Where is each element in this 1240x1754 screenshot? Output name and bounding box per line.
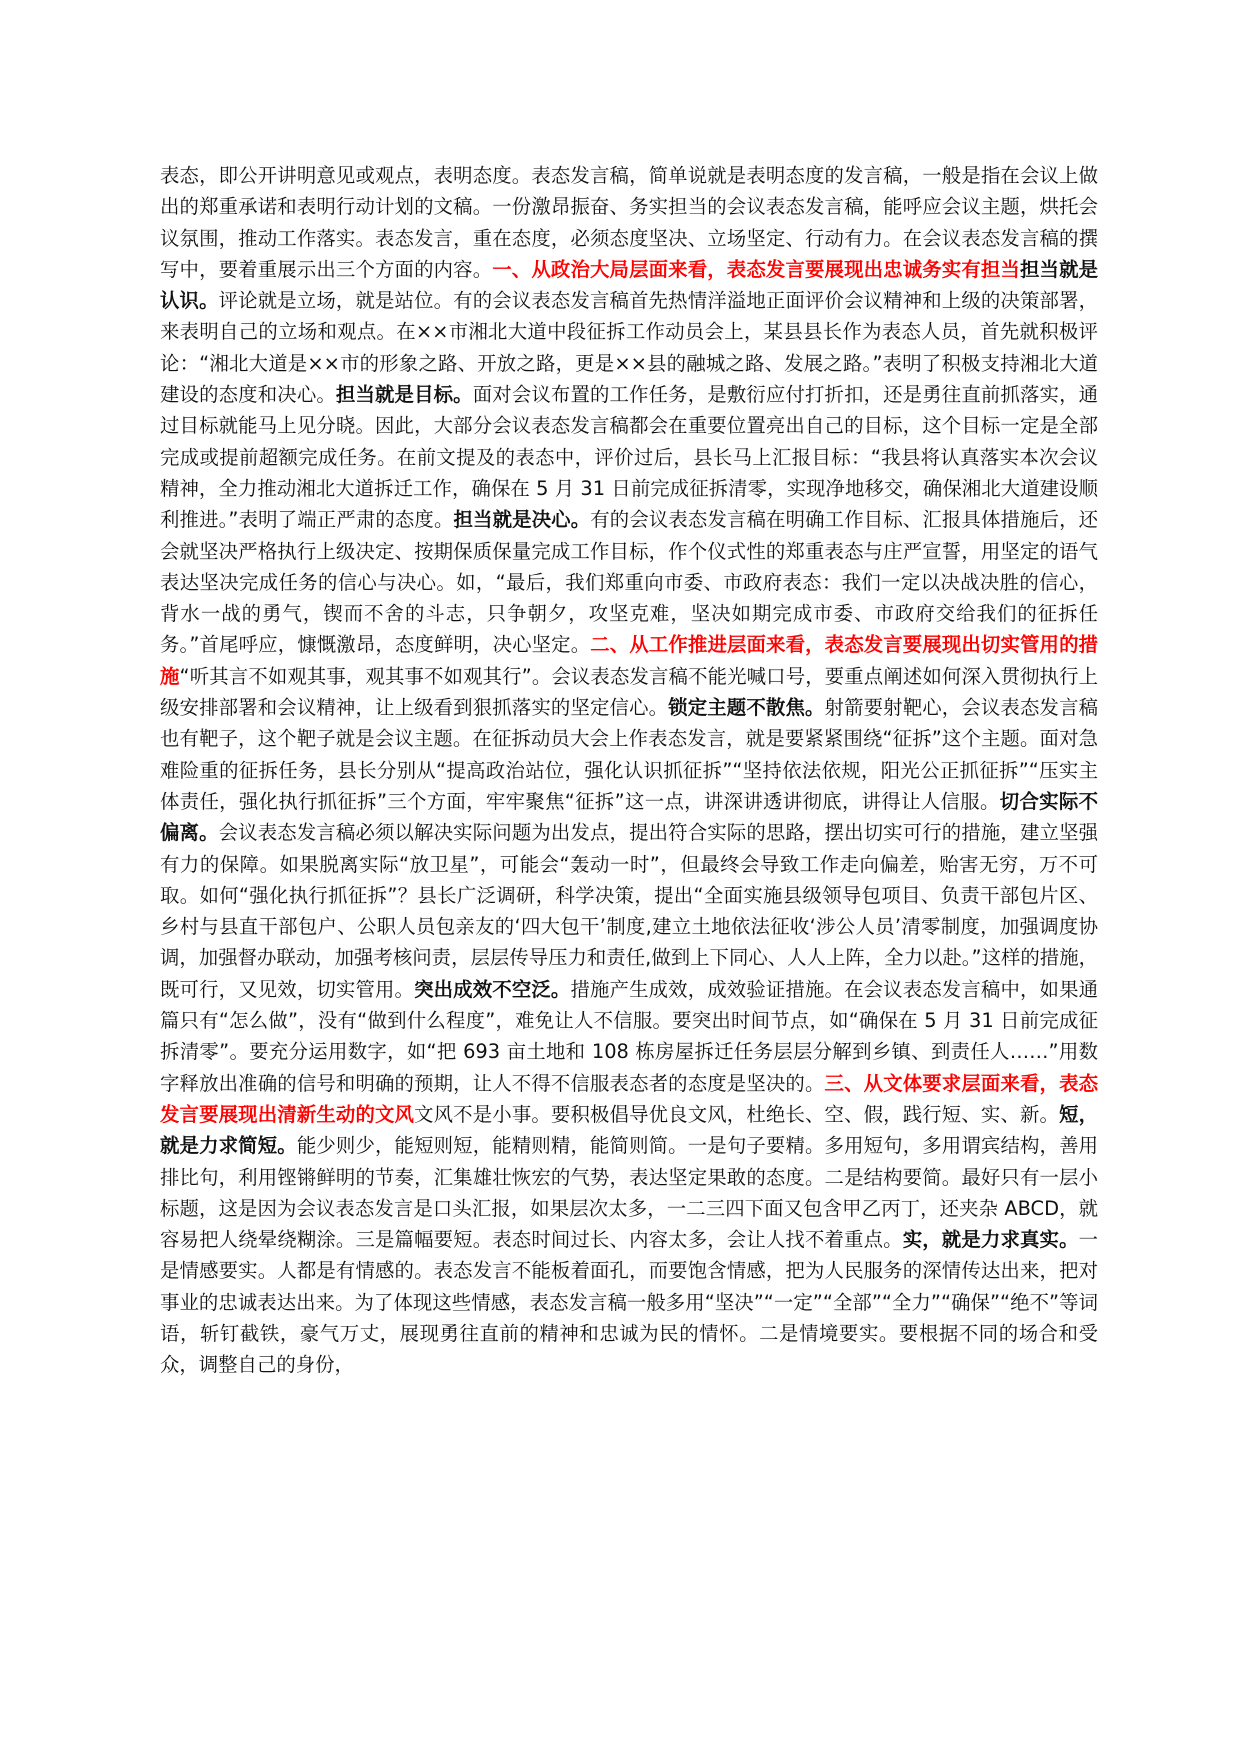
key-point-5: 切合实际不偏离。 [160, 789, 1098, 845]
section-heading-2: 二、从工作推进层面来看，表态发言要展现出切实管用的措施 [160, 633, 1098, 688]
key-point-8: 实，就是力求真实。 [902, 1228, 1079, 1252]
section-heading-3: 三、从文体要求层面来看，表态发言要展现出清新生动的文风 [160, 1071, 1099, 1126]
text-segment: 表态，即公开讲明意见或观点，表明态度。表态发言稿，简单说就是表明态度的发言稿，一般是指在会议上做出的郑重承诺和表明行动计划的文稿。一份激昂振奋、务实担当的会议表态发言稿，能呼应会议主题，烘托会议氛围，推动工作落实。表态发言，重在态度，必须态度坚决、立场坚定、行动有力。在会议表态发言稿的撰写中，要着重展示出三个方面的内容。 [160, 164, 1098, 281]
body-paragraph [160, 160, 1098, 1381]
text-segment: 有的会议表态发言稿在明确工作目标、汇报具体措施后，还会就坚决严格执行上级决定、按期保质保量完成工作目标，作个仪式性的郑重表态与庄严宣誓，用坚定的语气表达坚决完成任务的信心与决心。如，“最后，我们郑重向市委、市政府表态：我们一定以决战决胜的信心，背水一战的勇气，锲而不舍的斗志，只争朝夕，攻坚克难，坚决如期完成市委、市政府交给我们的征拆任务。”首尾呼应，慷慨激昂，态度鲜明，决心坚定。 [160, 508, 1099, 657]
text-segment: 面对会议布置的工作任务，是敷衍应付打折扣，还是勇往直前抓落实，通过目标就能马上见分晓。因此，大部分会议表态发言稿都会在重要位置亮出自己的目标，这个目标一定是全部完成或提前超额完成任务。在前文提及的表态中，评价过后，县长马上汇报目标：“我县将认真落实本次会议精神，全力推动湘北大道拆迁工作，确保在 5 月 31 日前完成征拆清零，实现净地移交，确保湘北大道建设顺利推进。”表明了端正严肃的态度。 [160, 383, 1099, 532]
text-segment: 会议表态发言稿必须以解决实际问题为出发点，提出符合实际的思路，摆出切实可行的措施，建立坚强有力的保障。如果脱离实际“放卫星”，可能会“轰动一时”，但最终会导致工作走向偏差，贻害无穷，万不可取。如何“强化执行抓征拆”？县长广泛调研，科学决策，提出“全面实施县级领导包项目、负责干部包片区、乡村与县直干部包户、公职人员包亲友的‘四大包干’制度,建立土地依法征收‘涉公人员’清零制度，加强调度协调，加强督办联动，加强考核问责，层层传导压力和责任,做到上下同心、人人上阵，全力以赴。”这样的措施，既可行，又见效，切实管用。 [160, 821, 1099, 1001]
key-point-3: 担当就是决心。 [453, 508, 591, 532]
text-segment: “听其言不如观其事，观其事不如观其行”。会议表态发言稿不能光喊口号，要重点阐述如何深入贯彻执行上级安排部署和会议精神，让上级看到狠抓落实的坚定信心。 [160, 664, 1098, 720]
section-heading-1: 一、从政治大局层面来看，表态发言要展现出忠诚务实有担当 [492, 257, 1020, 281]
key-point-4: 锁定主题不散焦。 [668, 696, 825, 720]
text-segment: 文风不是小事。要积极倡导优良文风，杜绝长、空、假，践行短、实、新。 [414, 1102, 1060, 1126]
key-point-6: 突出成效不空泛。 [414, 977, 571, 1001]
key-point-7: 短，就是力求简短。 [160, 1102, 1099, 1158]
text-segment: 评论就是立场，就是站位。有的会议表态发言稿首先热情洋溢地正面评价会议精神和上级的决策部署，来表明自己的立场和观点。在××市湘北大道中段征拆工作动员会上，某县县长作为表态人员，首先就积极评论：“湘北大道是××市的形象之路、开放之路，更是××县的融城之路、发展之路。”表明了积极支持湘北大道建设的态度和决心。 [160, 289, 1099, 407]
text-segment: 能少则少，能短则短，能精则精，能简则简。一是句子要精。多用短句，多用谓宾结构，善用排比句，利用铿锵鲜明的节奏，汇集雄壮恢宏的气势，表达坚定果敢的态度。二是结构要简。最好只有一层小标题，这是因为会议表态发言是口头汇报，如果层次太多，一二三四下面又包含甲乙丙丁，还夹杂 ABCD，就容易把人绕晕绕糊涂。三是篇幅要短。表态时间过长、内容太多，会让人找不着重点。 [160, 1134, 1099, 1252]
text-segment: 射箭要射靶心，会议表态发言稿也有靶子，这个靶子就是会议主题。在征拆动员大会上作表态发言，就是要紧紧围绕“征拆”这个主题。面对急难险重的征拆任务，县长分别从“提高政治站位，强化认识抓征拆”“坚持依法依规，阳光公正抓征拆”“压实主体责任，强化执行抓征拆”三个方面，牢牢聚焦“征拆”这一点，讲深讲透讲彻底，讲得让人信服。 [160, 696, 1099, 813]
document-body [160, 160, 1098, 1381]
text-segment: 一是情感要实。人都是有情感的。表态发言不能板着面孔，而要饱含情感，把为人民服务的深情传达出来，把对事业的忠诚表达出来。为了体现这些情感，表态发言稿一般多用“坚决”“一定”“全部”“全力”“确保”“绝不”等词语，斩钉截铁，豪气万丈，展现勇往直前的精神和忠诚为民的情怀。二是情境要实。要根据不同的场合和受众，调整自己的身份， [160, 1228, 1099, 1377]
key-point-2: 担当就是目标。 [335, 383, 473, 407]
text-segment: 措施产生成效，成效验证措施。在会议表态发言稿中，如果通篇只有“怎么做”，没有“做到什么程度”，难免让人不信服。要突出时间节点，如“确保在 5 月 31 日前完成征拆清零”。要充分运用数字，如“把 693 亩土地和 108 栋房屋拆迁任务层层分解到乡镇、到责任人……”用数字释放出准确的信号和明确的预期，让人不得不信服表态者的态度是坚决的。 [160, 977, 1099, 1095]
key-point-1: 担当就是认识。 [160, 257, 1099, 313]
